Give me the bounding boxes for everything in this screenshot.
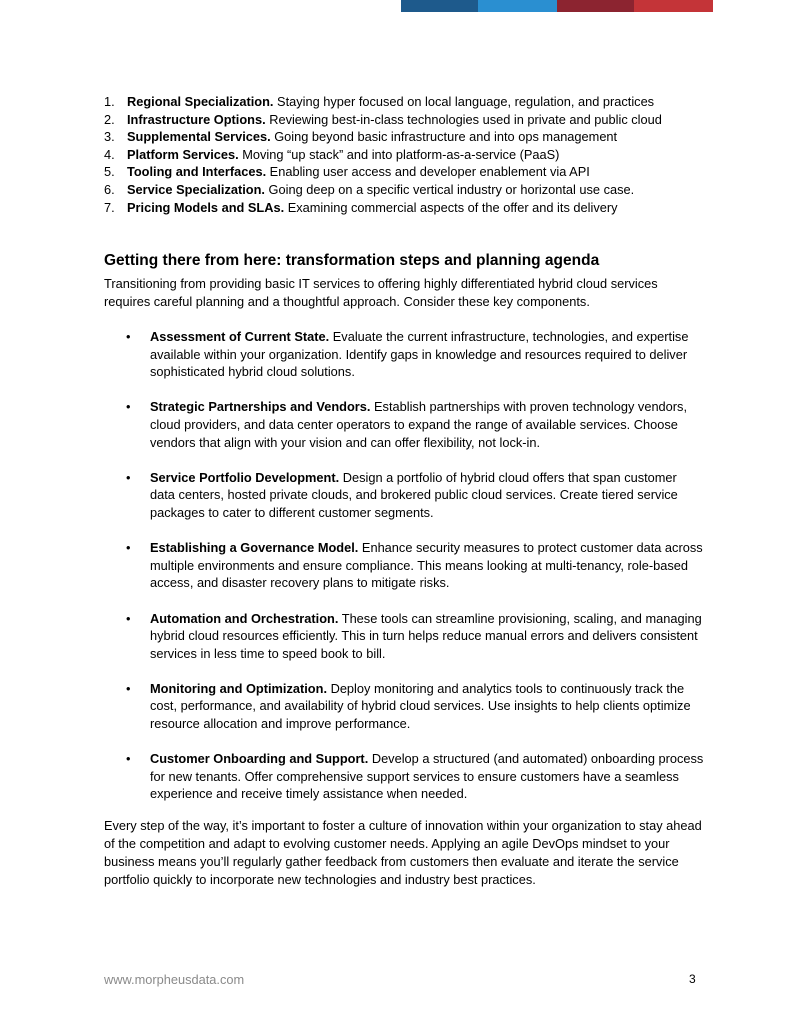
closing-paragraph: Every step of the way, it’s important to foster a culture of innovation within your organization to stay ahead of the competition and adapt to evolving customer needs. Applying an agile DevOps mindset to your business means you’ll regularly gather feedback from customers then evaluate and iterate the service portfolio quickly to incorporate new technologies and industry best practices.	[104, 818, 702, 887]
list-item-content	[127, 199, 618, 217]
list-item-content	[127, 111, 662, 129]
header-bar-segment-3	[557, 0, 634, 12]
numbered-list-item	[104, 199, 744, 217]
footer-url-link[interactable]: www.morpheusdata.com	[104, 972, 245, 987]
bullet-item-title: Service Portfolio Development.	[150, 469, 340, 485]
list-item-text: Reviewing best-in-class technologies used in private and public cloud	[265, 111, 662, 127]
list-item-number: 6.	[104, 181, 115, 197]
section-heading: Getting there from here: transformation steps and planning agenda	[104, 252, 600, 269]
bullet-item-text: Design a portfolio of hybrid cloud offers that span customer data centers, hosted private clouds, and brokered public cloud services. Create tiered service packages to cater to different customer segments.	[150, 469, 678, 520]
list-item-title: Regional Specialization.	[127, 94, 274, 109]
bullet-icon: •	[126, 540, 131, 556]
numbered-list-item	[104, 111, 744, 129]
list-item-content	[127, 181, 634, 199]
bullet-icon: •	[126, 399, 131, 415]
list-item-number: 2.	[104, 111, 115, 127]
list-item-number: 5.	[104, 164, 115, 180]
bullet-icon: •	[126, 610, 131, 626]
list-item-number: 3.	[104, 129, 115, 145]
header-bar-segment-4	[634, 0, 713, 12]
numbered-list-item	[104, 181, 744, 199]
list-item-title: Service Specialization.	[127, 181, 265, 197]
header-color-bar	[401, 0, 713, 12]
section-intro: Transitioning from providing basic IT services to offering highly differentiated hybrid cloud services requires careful planning and a thoughtful approach. Consider these key components.	[104, 276, 658, 309]
list-item-content	[127, 146, 559, 164]
bullet-icon: •	[126, 680, 131, 696]
bullet-item-text: These tools can streamline provisioning, scaling, and managing hybrid cloud resources efficiently. This in turn helps reduce manual errors and delivers consistent services in less time to speed book to bill.	[150, 610, 702, 661]
bullet-item-title: Establishing a Governance Model.	[150, 540, 359, 556]
bullet-list	[104, 328, 704, 821]
bullet-item-text: Enhance security measures to protect customer data across multiple environments and ensure compliance. This means looking at multi-tenancy, role-based access, and disaster recovery plans to mitigate risks.	[150, 540, 703, 591]
header-bar-segment-1	[401, 0, 478, 12]
bullet-icon: •	[126, 329, 131, 344]
bullet-item-title: Assessment of Current State.	[150, 329, 330, 344]
header-bar-segment-2	[478, 0, 557, 12]
bullet-icon: •	[126, 469, 131, 485]
bullet-list-item	[104, 680, 704, 733]
bullet-item-title: Monitoring and Optimization.	[150, 680, 328, 696]
list-item-number: 7.	[104, 199, 115, 215]
numbered-list-item	[104, 93, 744, 111]
list-item-number: 1.	[104, 94, 115, 109]
list-item-text: Going deep on a specific vertical industry or horizontal use case.	[265, 181, 635, 197]
list-item-title: Infrastructure Options.	[127, 111, 266, 127]
page-number: 3	[689, 972, 696, 986]
bullet-item-title: Strategic Partnerships and Vendors.	[150, 399, 371, 415]
bullet-item-text: Deploy monitoring and analytics tools to continuously track the cost, performance, and availability of hybrid cloud services. Use insights to help clients optimize resource allocation and improve performance.	[150, 680, 691, 732]
bullet-list-item	[104, 398, 704, 451]
numbered-list-item	[104, 163, 744, 181]
list-item-text: Moving “up stack” and into platform-as-a-service (PaaS)	[238, 146, 560, 162]
bullet-item-text: Develop a structured (and automated) onboarding process for new tenants. Offer comprehensive support services to ensure customers have a seamless experience and receive timely assistance when needed.	[150, 751, 704, 802]
list-item-title: Pricing Models and SLAs.	[127, 199, 285, 215]
list-item-text: Going beyond basic infrastructure and into ops management	[270, 129, 618, 145]
numbered-list-item	[104, 146, 744, 164]
list-item-title: Tooling and Interfaces.	[127, 164, 267, 180]
bullet-item-text: Evaluate the current infrastructure, technologies, and expertise available within your organization. Identify gaps in knowledge and resources required to deliver sophisticated hybrid cloud solutions.	[150, 329, 689, 380]
bullet-item-title: Customer Onboarding and Support.	[150, 751, 369, 767]
bullet-list-item	[104, 328, 704, 381]
list-item-content	[127, 163, 590, 181]
bullet-list-item	[104, 539, 704, 592]
bullet-item-title: Automation and Orchestration.	[150, 610, 339, 626]
bullet-item-text: Establish partnerships with proven technology vendors, cloud providers, and data center operators to expand the range of available services. Choose vendors that align with your vision and can offer flexibility, not lock-in.	[150, 399, 688, 450]
bullet-icon: •	[126, 751, 131, 767]
list-item-text: Enabling user access and developer enablement via API	[266, 164, 590, 180]
list-item-number: 4.	[104, 146, 115, 162]
list-item-title: Platform Services.	[127, 146, 239, 162]
bullet-list-item	[104, 469, 704, 522]
list-item-content	[127, 128, 617, 146]
numbered-list	[104, 93, 744, 216]
list-item-text: Staying hyper focused on local language, regulation, and practices	[273, 94, 655, 109]
numbered-list-item	[104, 128, 744, 146]
list-item-content	[127, 93, 654, 111]
bullet-list-item	[104, 750, 704, 803]
list-item-text: Examining commercial aspects of the offer and its delivery	[284, 199, 618, 215]
bullet-list-item	[104, 610, 704, 663]
list-item-title: Supplemental Services.	[127, 129, 271, 145]
